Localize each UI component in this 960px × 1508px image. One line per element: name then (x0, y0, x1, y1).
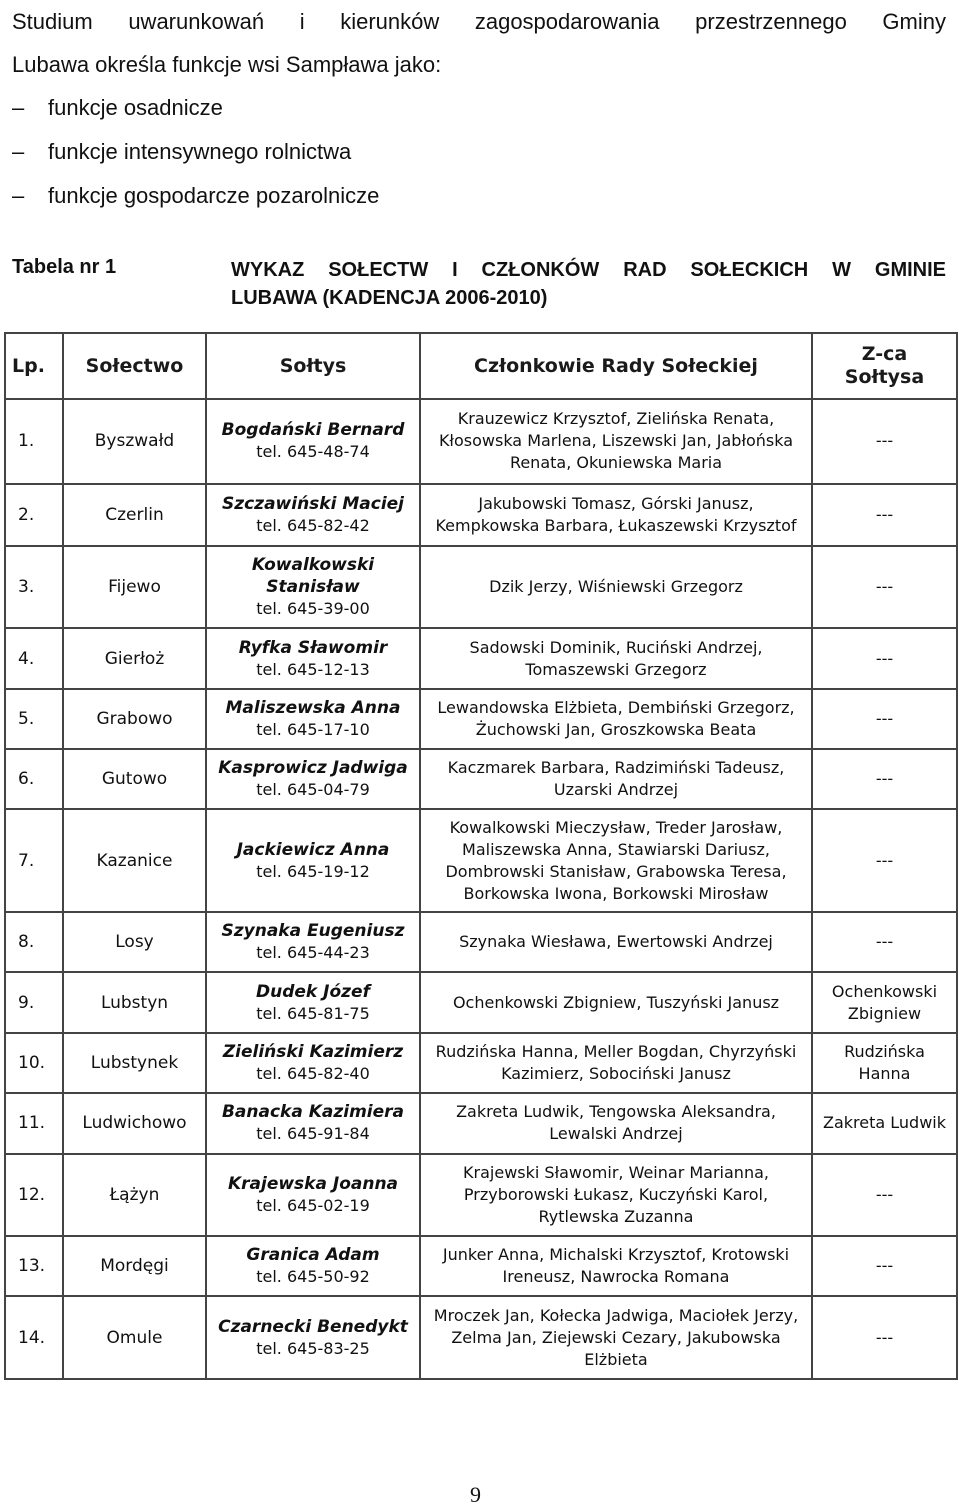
cell-zastepca: --- (812, 1236, 957, 1296)
cell-soltys (206, 628, 420, 688)
soltys-phone: tel. 645-82-40 (256, 1063, 370, 1083)
table-body (5, 399, 957, 1379)
soltys-phone: tel. 645-19-12 (256, 861, 370, 881)
cell-lp: 9. (5, 972, 63, 1032)
cell-solectwo: Mordęgi (63, 1236, 206, 1296)
cell-zastepca: --- (812, 912, 957, 972)
soltys-name: Czarnecki Benedykt (218, 1316, 408, 1337)
cell-soltys (206, 972, 420, 1032)
cell-zastepca: --- (812, 689, 957, 749)
cell-czlonkowie: Rudzińska Hanna, Meller Bogdan, Chyrzyński Kazimierz, Sobociński Janusz (420, 1033, 812, 1093)
soltys-name: Szynaka Eugeniusz (221, 921, 405, 942)
table-row (5, 1236, 957, 1296)
function-item (12, 130, 946, 174)
cell-lp: 2. (5, 484, 63, 546)
header-solectwo: Sołectwo (63, 333, 206, 399)
table-row (5, 399, 957, 484)
cell-zastepca: Ochenkowski Zbigniew (812, 972, 957, 1032)
cell-soltys (206, 1154, 420, 1237)
intro-paragraph (12, 0, 946, 218)
cell-lp: 5. (5, 689, 63, 749)
soltys-phone: tel. 645-91-84 (256, 1124, 370, 1144)
cell-solectwo: Gutowo (63, 749, 206, 809)
functions-list (12, 86, 946, 218)
cell-zastepca: --- (812, 484, 957, 546)
soltys-name: Kasprowicz Jadwiga (218, 758, 408, 779)
soltys-phone: tel. 645-48-74 (256, 442, 370, 462)
header-czlonkowie: Członkowie Rady Sołeckiej (420, 333, 812, 399)
soltys-phone: tel. 645-04-79 (256, 780, 370, 800)
soltys-name: Jackiewicz Anna (236, 839, 390, 860)
soltys-phone: tel. 645-17-10 (256, 719, 370, 739)
cell-lp: 13. (5, 1236, 63, 1296)
cell-czlonkowie: Jakubowski Tomasz, Górski Janusz, Kempkowska Barbara, Łukaszewski Krzysztof (420, 484, 812, 546)
soltys-name: Kowalkowski Stanisław (251, 555, 375, 598)
cell-solectwo: Gierłoż (63, 628, 206, 688)
cell-soltys (206, 484, 420, 546)
cell-zastepca: --- (812, 749, 957, 809)
cell-solectwo: Ludwichowo (63, 1093, 206, 1153)
soltys-phone: tel. 645-82-42 (256, 515, 370, 535)
soltys-phone: tel. 645-39-00 (256, 599, 370, 619)
cell-solectwo: Omule (63, 1296, 206, 1379)
cell-czlonkowie: Szynaka Wiesława, Ewertowski Andrzej (420, 912, 812, 972)
function-label: funkcje intensywnego rolnictwa (48, 139, 352, 164)
cell-zastepca: --- (812, 1296, 957, 1379)
table-row (5, 628, 957, 688)
cell-czlonkowie: Sadowski Dominik, Ruciński Andrzej, Tomaszewski Grzegorz (420, 628, 812, 688)
table-label: Tabela nr 1 (12, 256, 117, 278)
table-title-line-1: WYKAZ SOŁECTW I CZŁONKÓW RAD SOŁECKICH W GMINIE (231, 259, 946, 281)
cell-zastepca: --- (812, 809, 957, 912)
table-row (5, 1033, 957, 1093)
cell-lp: 8. (5, 912, 63, 972)
cell-zastepca: --- (812, 628, 957, 688)
cell-czlonkowie: Lewandowska Elżbieta, Dembiński Grzegorz, Żuchowski Jan, Groszkowska Beata (420, 689, 812, 749)
soltys-name: Ryfka Sławomir (238, 637, 388, 658)
cell-solectwo: Grabowo (63, 689, 206, 749)
cell-solectwo: Losy (63, 912, 206, 972)
soltys-name: Maliszewska Anna (225, 697, 401, 718)
cell-soltys (206, 546, 420, 629)
cell-zastepca: --- (812, 1154, 957, 1237)
cell-czlonkowie: Zakreta Ludwik, Tengowska Aleksandra, Lewalski Andrzej (420, 1093, 812, 1153)
table-row (5, 749, 957, 809)
header-zastepca-line-2: Sołtysa (844, 366, 925, 388)
cell-czlonkowie: Kowalkowski Mieczysław, Treder Jarosław, Maliszewska Anna, Stawiarski Dariusz, Dombrowski Stanisław, Grabowska Teresa, Borkowska Iwona, Borkowski Mirosław (420, 809, 812, 912)
table-header-row (5, 333, 957, 399)
cell-czlonkowie: Kaczmarek Barbara, Radzimiński Tadeusz, Uzarski Andrzej (420, 749, 812, 809)
cell-zastepca: Zakreta Ludwik (812, 1093, 957, 1153)
cell-soltys (206, 1236, 420, 1296)
header-soltys: Sołtys (206, 333, 420, 399)
soltys-name: Krajewska Joanna (227, 1173, 399, 1194)
cell-zastepca: Rudzińska Hanna (812, 1033, 957, 1093)
cell-czlonkowie: Junker Anna, Michalski Krzysztof, Krotowski Ireneusz, Nawrocka Romana (420, 1236, 812, 1296)
table-row (5, 972, 957, 1032)
soltys-phone: tel. 645-44-23 (256, 943, 370, 963)
village-councils-table (4, 332, 958, 1380)
cell-soltys (206, 1296, 420, 1379)
bullet-dash: – (12, 95, 25, 120)
table-row (5, 912, 957, 972)
cell-soltys (206, 1033, 420, 1093)
cell-lp: 12. (5, 1154, 63, 1237)
cell-lp: 6. (5, 749, 63, 809)
header-zastepca (812, 333, 957, 399)
header-zastepca-line-1: Z-ca (861, 343, 908, 365)
soltys-name: Banacka Kazimiera (221, 1102, 405, 1123)
table-row (5, 484, 957, 546)
cell-czlonkowie: Mroczek Jan, Kołecka Jadwiga, Maciołek Jerzy, Zelma Jan, Ziejewski Cezary, Jakubowska Elżbieta (420, 1296, 812, 1379)
function-label: funkcje osadnicze (48, 95, 223, 120)
soltys-phone: tel. 645-81-75 (256, 1003, 370, 1023)
cell-lp: 3. (5, 546, 63, 629)
soltys-phone: tel. 645-02-19 (256, 1195, 370, 1215)
cell-czlonkowie: Krajewski Sławomir, Weinar Marianna, Przyborowski Łukasz, Kuczyński Karol, Rytlewska Zuzanna (420, 1154, 812, 1237)
cell-solectwo: Lubstyn (63, 972, 206, 1032)
soltys-name: Dudek Józef (256, 981, 370, 1002)
table-row (5, 1093, 957, 1153)
cell-soltys (206, 399, 420, 484)
table-row (5, 1154, 957, 1237)
table-row (5, 689, 957, 749)
soltys-name: Szczawiński Maciej (221, 493, 405, 514)
cell-solectwo: Łążyn (63, 1154, 206, 1237)
function-label: funkcje gospodarcze pozarolnicze (48, 183, 380, 208)
cell-soltys (206, 809, 420, 912)
function-item (12, 86, 946, 130)
cell-lp: 4. (5, 628, 63, 688)
table-row (5, 1296, 957, 1379)
cell-soltys (206, 912, 420, 972)
bullet-dash: – (12, 139, 25, 164)
bullet-dash: – (12, 183, 25, 208)
intro-line-2: Lubawa określa funkcje wsi Sampława jako: (12, 52, 442, 77)
header-lp: Lp. (5, 333, 63, 399)
cell-soltys (206, 1093, 420, 1153)
table-title-line-2: LUBAWA (KADENCJA 2006-2010) (231, 287, 548, 309)
cell-soltys (206, 689, 420, 749)
cell-lp: 14. (5, 1296, 63, 1379)
function-item (12, 174, 946, 218)
intro-line-1: Studium uwarunkowań i kierunków zagospodarowania przestrzennego Gminy (12, 9, 946, 34)
cell-czlonkowie: Krauzewicz Krzysztof, Zielińska Renata, Kłosowska Marlena, Liszewski Jan, Jabłońska Renata, Okuniewska Maria (420, 399, 812, 484)
cell-zastepca: --- (812, 546, 957, 629)
cell-czlonkowie: Ochenkowski Zbigniew, Tuszyński Janusz (420, 972, 812, 1032)
page-number: 9 (470, 1482, 481, 1507)
cell-lp: 10. (5, 1033, 63, 1093)
cell-solectwo: Fijewo (63, 546, 206, 629)
soltys-phone: tel. 645-12-13 (256, 659, 370, 679)
cell-lp: 1. (5, 399, 63, 484)
cell-solectwo: Czerlin (63, 484, 206, 546)
soltys-name: Granica Adam (246, 1245, 380, 1266)
cell-solectwo: Kazanice (63, 809, 206, 912)
cell-soltys (206, 749, 420, 809)
table-row (5, 809, 957, 912)
soltys-phone: tel. 645-83-25 (256, 1338, 370, 1358)
cell-zastepca: --- (812, 399, 957, 484)
cell-solectwo: Byszwałd (63, 399, 206, 484)
soltys-phone: tel. 645-50-92 (256, 1267, 370, 1287)
soltys-name: Bogdański Bernard (221, 420, 405, 441)
cell-solectwo: Lubstynek (63, 1033, 206, 1093)
table-title (231, 256, 946, 312)
cell-lp: 7. (5, 809, 63, 912)
soltys-name: Zieliński Kazimierz (222, 1041, 404, 1062)
cell-lp: 11. (5, 1093, 63, 1153)
table-row (5, 546, 957, 629)
cell-czlonkowie: Dzik Jerzy, Wiśniewski Grzegorz (420, 546, 812, 629)
